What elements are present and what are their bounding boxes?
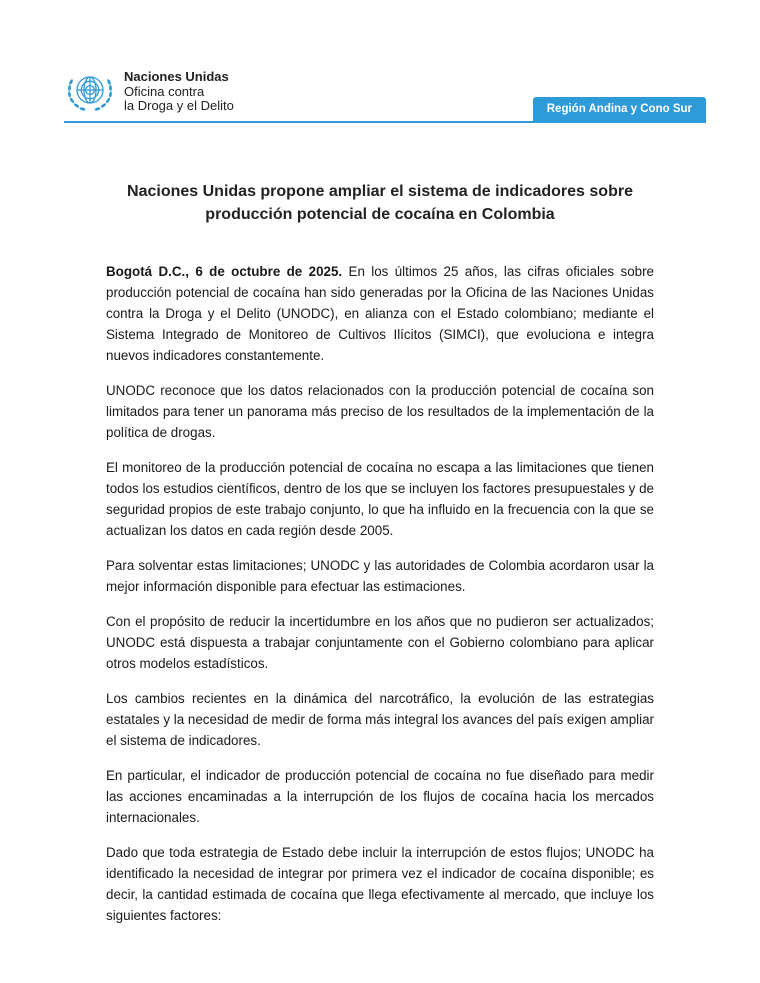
title-line-2: producción potencial de cocaína en Colombia (205, 206, 555, 223)
press-release-body (106, 261, 654, 940)
region-tag: Región Andina y Cono Sur (533, 97, 706, 121)
dateline: Bogotá D.C., 6 de octubre de 2025. (106, 264, 343, 279)
paragraph-3: El monitoreo de la producción potencial de cocaína no escapa a las limitaciones que tienen todos los estudios científicos, dentro de los que se incluyen los factores presupuestales y de seguridad propios de este trabajo conjunto, lo que ha influido en la frecuencia con la que se actualizan los datos en cada región desde 2005. (106, 460, 654, 538)
paragraph-8: Dado que toda estrategia de Estado debe incluir la interrupción de estos flujos; UNODC ha identificado la necesidad de integrar por primera vez el indicador de cocaína disponible; es decir, la cantidad estimada de cocaína que llega efectivamente al mercado, que incluye los siguientes factores: (106, 845, 654, 923)
paragraph-1 (106, 261, 654, 366)
org-line-3: la Droga y el Delito (124, 98, 234, 113)
header-rule (64, 121, 706, 123)
paragraph-6: Los cambios recientes en la dinámica del narcotráfico, la evolución de las estrategias estatales y la necesidad de medir de forma más integral los avances del país exigen ampliar el sistema de indicadores. (106, 691, 654, 748)
paragraph-5: Con el propósito de reducir la incertidumbre en los años que no pudieron ser actualizados; UNODC está dispuesta a trabajar conjuntamente con el Gobierno colombiano para aplicar otros modelos estadísticos. (106, 614, 654, 671)
un-emblem-icon (64, 68, 116, 118)
org-line-1: Naciones Unidas (124, 69, 229, 84)
paragraph-7: En particular, el indicador de producción potencial de cocaína no fue diseñado para medir las acciones encaminadas a la interrupción de los flujos de cocaína hacia los mercados internacionales. (106, 768, 654, 825)
org-line-2: Oficina contra (124, 83, 205, 99)
paragraph-2: UNODC reconoce que los datos relacionados con la producción potencial de cocaína son limitados para tener un panorama más preciso de los resultados de la implementación de la política de drogas. (106, 383, 654, 440)
paragraph-1-text: En los últimos 25 años, las cifras oficiales sobre producción potencial de cocaína han sido generadas por la Oficina de las Naciones Unidas contra la Droga y el Delito (UNODC), en alianza con el Estado colombiano; mediante el Sistema Integrado de Monitoreo de Cultivos Ilícitos (SIMCI), que evoluciona e integra nuevos indicadores constantemente. (106, 264, 654, 363)
title-line-1: Naciones Unidas propone ampliar el sistema de indicadores sobre (127, 183, 633, 200)
press-release-title (64, 180, 696, 226)
organization-name (124, 70, 234, 114)
paragraph-4: Para solventar estas limitaciones; UNODC y las autoridades de Colombia acordaron usar la mejor información disponible para efectuar las estimaciones. (106, 558, 654, 594)
letterhead (64, 66, 706, 122)
